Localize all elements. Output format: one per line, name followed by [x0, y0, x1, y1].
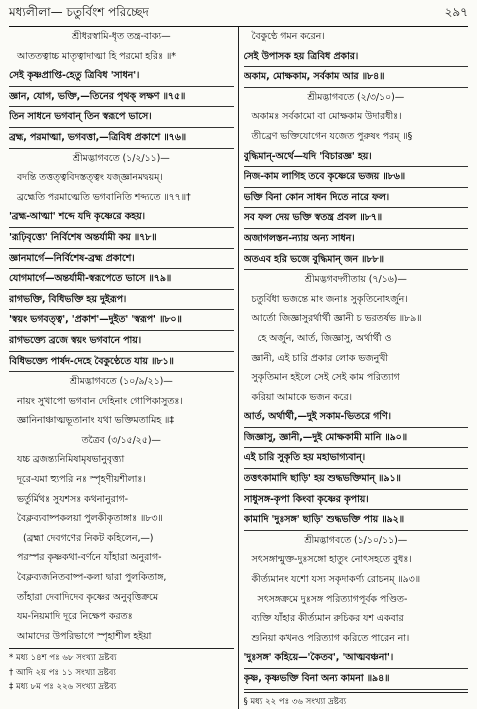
- text-line: তাঁহারা দেবাদিদেব কৃষ্ণের অনুবৃত্তিক্রমে: [17, 591, 159, 603]
- text-line: বৈক্লব্যবাষ্পকলয়া পুলকীকৃতাঙ্গাঃ ॥৮৩॥: [17, 513, 163, 525]
- text-line: বৈকুণ্ঠে গমন করেন।: [251, 31, 325, 42]
- text-line: 'ব্রহ্ম-আত্মা' শব্দে যদি কৃষ্ণেরে কহয়।: [9, 207, 234, 228]
- text-line: সৎসঙ্গক্রমে দুঃসঙ্গ পরিত্যাগপূর্বক পণ্ডিত-: [257, 593, 408, 605]
- text-line: চতুর্বিধা ভজন্তে মাং জনাঃ সুকৃতিনোঽর্জুন।: [251, 293, 408, 305]
- text-line: আর্ত, অর্থার্থী,—দুই সকাম-ভিতরে গণি।: [244, 407, 469, 428]
- text-line: আততত্বাচ্চ মাতৃত্বাদাত্মা হি পরমো হরিঃ ॥*: [17, 50, 176, 62]
- text-line: যম-নিয়মাদি দূরে নিক্ষেপ করতঃ: [17, 611, 133, 623]
- text-line: তত্তৎকামাদি ছাড়ি' হয় শুদ্ধভক্তিমান্ ॥৯১॥: [244, 469, 469, 490]
- text-line: ভর্তুর্মিথঃ সুযশসঃ কথনানুরাগ-: [17, 493, 128, 505]
- text-line: ব্যক্তি যাঁহার কীর্ত্যমান রুচিকর যশ একবার: [251, 613, 404, 625]
- text-line: কামাদি 'দুঃসঙ্গ' ছাড়ি' শুদ্ধভক্তি পায় ॥৯২॥: [244, 510, 469, 531]
- text-line: ব্রহ্মেতি পরমাত্মেতি ভগবানিতি শব্দ্যতে ॥৭৭॥†: [17, 191, 191, 203]
- text-line: অতএব হরি ভজে বুদ্ধিমান্ জন ॥৮৮॥: [244, 250, 469, 271]
- text-line: সৎসঙ্গান্মুক্ত-দুঃসঙ্গো হাতুং নোৎসহতে বুধঃ।: [251, 554, 412, 566]
- text-line: যচ্চ ব্রজন্ত্যনিমিষামৃষভানুবৃত্ত্যা: [17, 454, 125, 466]
- text-line: জ্ঞান, যোগ, ভক্তি,—তিনের পৃথক্ লক্ষণ ॥৭৫॥: [9, 87, 234, 108]
- text-line: অজাগলস্তন-ন্যায় অন্য সাধন।: [244, 229, 469, 250]
- text-line: জ্ঞানী, এই চারি প্রকার লোক ভজনুখী: [251, 352, 389, 364]
- text-line: অকাম, মোক্ষকাম, সর্বকাম আর ॥৮৪॥: [244, 67, 469, 88]
- text-line: বদন্তি তত্তত্ত্ববিদস্তত্ত্বং যজ্জ্ঞানমদ্বয়ম্।: [17, 172, 163, 184]
- text-line: শ্রীমদ্ভাগবতে (১০/৯/২১)—: [69, 376, 173, 388]
- text-line: বুদ্ধিমান্-অর্থে—যদি 'বিচারজ্ঞ' হয়।: [244, 147, 469, 168]
- text-line: 'রূঢ়িবৃত্ত্যে' নির্বিশেষ অন্তর্যামী কয় ॥৭৮॥: [9, 228, 234, 249]
- text-line: তত্রৈব (৩/১৫/২৫)—: [81, 434, 161, 446]
- text-line: জ্ঞানমার্গে—নির্বিশেষ-ব্রহ্ম প্রকাশে।: [9, 249, 234, 270]
- text-line: বিধিভক্ত্যে পার্ষদ-দেহে বৈকুণ্ঠেতে যায় ॥৮১॥: [9, 352, 234, 373]
- text-line: হে অর্জুন, আর্ত, জিজ্ঞাসু, অর্থার্থী ও: [257, 332, 392, 344]
- text-line: আমাদের উপরিভাগে স্পৃহাশীল হইয়া: [17, 630, 152, 642]
- text-line: শ্রীমদ্ভাগবতে (২/৩/১০)—: [307, 91, 405, 103]
- text-line: সব ফল দেয় ভক্তি স্বতন্ত্র প্রবল ॥৮৭॥: [244, 208, 469, 229]
- text-line: বৈক্লব্যজনিতবাষ্প-কলা দ্বারা পুলকিতাঙ্গ,: [17, 572, 167, 584]
- text-line: করিয়া আমাকে ভজন করে।: [251, 391, 352, 403]
- text-line: এই চারি সুকৃতি হয় মহাভাগ্যবান্।: [244, 448, 469, 469]
- text-line: কৃষ্ণ, কৃষ্ণভক্তি বিনা অন্য কামনা ॥৯৪॥: [244, 669, 469, 690]
- text-line: শ্রীমদ্ভাগবতে (১/২/১১)—: [72, 152, 170, 164]
- text-line: ভক্তি বিনা কোন সাধন দিতে নারে ফল।: [244, 188, 469, 209]
- text-line: সেই উপাসক হয় ত্রিবিধ প্রকার।: [244, 47, 469, 68]
- footnote-rule: [244, 692, 469, 693]
- text-line: সুকৃতিমান হইলে সেই সেই কাম পরিত্যাগ: [251, 372, 400, 384]
- right-column: [239, 27, 469, 709]
- text-line: নিজ-কাম লাগিহ তবে কৃষ্ণেরে ভজয় ॥৮৬॥: [244, 167, 469, 188]
- text-line: পরস্পর কৃষ্ণকথা-বর্ণনে যাঁহারা অনুরাগ-: [17, 552, 162, 564]
- text-line: 'স্বয়ং ভগবত্ত্ব', 'প্রকাশ'—দুইত' 'স্বরূপ' ॥৮০॥: [9, 310, 234, 331]
- text-line: শুনিয়া কখনও পরিত্যাগ করিতে পারেন না।: [251, 632, 410, 644]
- text-line: রাগভক্তি, বিধিভক্তি হয় দুইরূপ।: [9, 290, 234, 311]
- two-column-body: [9, 27, 468, 709]
- text-line: সাধুসঙ্গ-কৃপা কিংবা কৃষ্ণের কৃপায়।: [244, 490, 469, 511]
- text-line: কীর্ত্যমানং যশো যস্য সকৃদাকর্ণ্য রোচনম্ ॥৯৩॥: [251, 574, 421, 586]
- text-line: যোগমার্গে—অন্তর্যামী-স্বরূপেতে ভাসে ॥৭৯॥: [9, 269, 234, 290]
- footnote: § মধ্য ২২ পঃ ৩৬ সংখ্যা দ্রষ্টব্য: [243, 696, 347, 707]
- text-line: শ্রীধরস্বামি-ধৃত তন্ত্র-বাক্য—: [72, 31, 171, 42]
- text-line: তীব্রেণ ভক্তিযোগেন যজেত পুরুষং পরম্ ॥§: [251, 130, 413, 142]
- text-line: নায়ং সুখাপো ভগবান দেহিনাং গোপিকাসুতঃ।: [17, 395, 183, 407]
- text-line: জিজ্ঞাসু, জ্ঞানী,—দুই মোক্ষকামী মানি ॥৯০॥: [244, 428, 469, 449]
- text-line: শ্রীমদ্ভগবদ্গীতায় (৭/১৬)—: [304, 274, 407, 286]
- text-line: দূরে-যমা হ্যুপরি নঃ স্পৃহণীয়শীলাঃ।: [17, 474, 146, 486]
- footnote: ‡ মধ্য ৮ম পঃ ২২৬ সংখ্যা দ্রষ্টব্য: [9, 682, 117, 693]
- footnote: * মধ্য ১৪শ পঃ ৬৮ সংখ্যা দ্রষ্টব্য: [9, 653, 117, 664]
- left-column: [9, 27, 239, 709]
- text-line: শ্রীমদ্ভাগবতে (১/১০/১১)—: [304, 534, 408, 546]
- text-line: সেই কৃষ্ণপ্রাপ্তি-হেতু ত্রিবিধ 'সাধন'।: [9, 66, 234, 87]
- text-line: আর্তো জিজ্ঞাসুরর্থার্থী জ্ঞানী চ ভরতর্ষভ ॥৮৯॥: [251, 313, 422, 325]
- page-number: ২৯৭: [444, 5, 468, 19]
- footnote: † আদি ২য় পঃ ১১ সংখ্যা দ্রষ্টব্য: [9, 667, 116, 678]
- running-header: [9, 6, 468, 24]
- text-line: রাগভক্ত্যে ব্রজে স্বয়ং ভগবানে পায়।: [9, 331, 234, 352]
- text-line: 'দুঃসঙ্গ' কহিয়ে—'কৈতব', 'আত্মবঞ্চনা'।: [244, 648, 469, 669]
- text-line: অকামঃ সর্বকামো বা মোক্ষকাম উদারধীঃ।: [251, 111, 402, 123]
- chapter-title: মধ্যলীলা— চতুর্বিংশ পরিচ্ছেদ: [9, 5, 149, 19]
- footnote-rule: [9, 648, 234, 649]
- text-line: তিন সাধনে ভগবান্ তিন স্বরূপে ভাসে।: [9, 107, 234, 128]
- text-line: (ব্রহ্মা দেবগণের নিকট কহিলেন,—): [23, 532, 154, 544]
- text-line: ব্রহ্ম, পরমাত্মা, ভগবত্তা,—ত্রিবিধ প্রকাশে ॥৭৬॥: [9, 128, 234, 149]
- text-line: জ্ঞানিনাঞ্চাত্মভূতানাং যথা ভক্তিমতামিহ ॥‡: [17, 415, 174, 427]
